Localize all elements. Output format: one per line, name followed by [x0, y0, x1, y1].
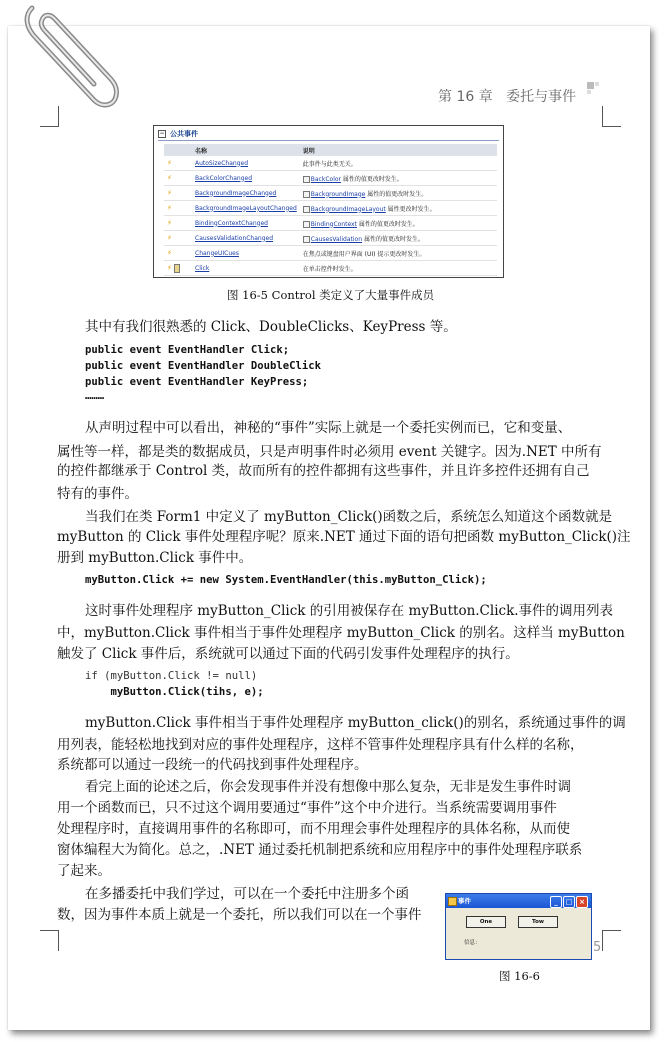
event-description: CausesValidation 属性的值更改时发生。 — [300, 231, 497, 246]
crop-mark-bottom-right — [602, 930, 621, 951]
header-ornament-icon — [587, 82, 599, 94]
property-link[interactable]: BackColor — [310, 175, 341, 183]
code-line: public event EventHandler KeyPress; — [85, 376, 309, 388]
paragraph-line: myButton.Click 事件相当于事件处理程序 myButton_click()的别名，系统通过事件的调 — [85, 715, 626, 731]
window-app-icon — [448, 897, 457, 906]
events-group-header[interactable]: − 公共事件 — [159, 130, 198, 138]
one-button[interactable]: One — [466, 916, 506, 928]
default-event-icon — [174, 264, 180, 273]
event-icon: ⚡ — [167, 219, 172, 227]
table-row — [164, 216, 497, 231]
window-title: 事件 — [458, 897, 471, 905]
paragraph-line: 用列表，能轻松地找到对应的事件处理程序，这样不管事件处理程序具有什么样的名称， — [57, 737, 584, 753]
table-row — [164, 171, 497, 186]
paragraph-line: 了起来。 — [57, 863, 111, 879]
code-line: if (myButton.Click != null) — [85, 670, 258, 682]
table-row — [164, 186, 497, 201]
code-line: myButton.Click += new System.EventHandler(this.myButton_Click); — [85, 574, 487, 586]
code-line: ……… — [85, 390, 105, 402]
event-icon: ⚡ — [167, 249, 172, 257]
crop-mark-bottom-left — [40, 930, 59, 951]
paragraph-line: 看完上面的论述之后，你会发现事件并没有想像中那么复杂，无非是发生事件时调 — [85, 779, 571, 795]
table-row — [164, 261, 497, 276]
event-description: BackgroundImageLayout 属性更改时发生。 — [300, 201, 497, 216]
code-line: myButton.Click(tihs, e); — [85, 686, 264, 698]
table-row — [164, 156, 497, 171]
window-titlebar[interactable] — [446, 894, 591, 908]
maximize-icon[interactable]: □ — [563, 896, 575, 908]
paragraph-line: myButton 的 Click 事件处理程序呢？原来.NET 通过下面的语句把函数 myButton_Click()注 — [57, 529, 631, 545]
minimize-icon[interactable]: _ — [550, 896, 562, 908]
paragraph-line: 从声明过程中可以看出，神秘的“事件”实际上就是一个委托实例而已，它和变量、 — [85, 420, 572, 436]
paragraph-line: 属性等一样，都是类的数据成员，只是声明事件时必须用 event 关键字。因为.NET 中所有 — [57, 444, 602, 460]
event-icon: ⚡ — [167, 174, 172, 182]
event-description: BindingContext 属性的值更改时发生。 — [300, 216, 497, 231]
event-description: BackgroundImage 属性的值更改时发生。 — [300, 186, 497, 201]
paragraph-line: 窗体编程大为简化。总之，.NET 通过委托机制把系统和应用程序中的事件处理程序联系 — [57, 842, 583, 858]
event-description: 在焦点或键盘用户界面 (UI) 提示更改时发生。 — [300, 246, 497, 261]
column-name: 名称 — [192, 144, 300, 156]
page-number: 5 — [593, 940, 602, 955]
chapter-number: 第 16 章 — [438, 89, 493, 105]
event-demo-window — [445, 893, 592, 960]
event-name-link[interactable]: Click — [195, 264, 210, 272]
property-icon — [303, 236, 310, 243]
event-name-link[interactable]: BackColorChanged — [195, 174, 253, 182]
collapse-icon[interactable]: − — [159, 130, 165, 137]
event-icon: ⚡ — [167, 234, 172, 242]
table-row — [164, 201, 497, 216]
crop-mark-top-right — [602, 106, 621, 127]
property-icon — [303, 176, 310, 183]
property-icon — [303, 191, 310, 198]
event-icon: ⚡ — [167, 204, 172, 212]
paragraph-line: 的控件都继承于 Control 类，故而所有的控件都拥有这些事件，并且许多控件还拥有自己 — [57, 463, 590, 479]
event-name-link[interactable]: CausesValidationChanged — [195, 234, 274, 242]
paragraph-line: 处理程序时，直接调用事件的名称即可，而不用理会事件处理程序的具体名称，从而使 — [57, 821, 570, 837]
paragraph-line: 这时事件处理程序 myButton_Click 的引用被保存在 myButton.Click.事件的调用列表 — [85, 603, 614, 619]
event-icon: ⚡ — [167, 263, 172, 272]
figure-caption: 图 16-6 — [499, 969, 540, 983]
code-line: public event EventHandler DoubleClick — [85, 360, 321, 372]
event-name-link[interactable]: AutoSizeChanged — [195, 159, 249, 167]
table-row — [164, 246, 497, 261]
event-icon: ⚡ — [167, 189, 172, 197]
column-description: 说明 — [300, 144, 497, 156]
chapter-title: 委托与事件 — [506, 89, 577, 105]
event-name-link[interactable]: BindingContextChanged — [195, 219, 268, 227]
event-description: BackColor 属性的值更改时发生。 — [300, 171, 497, 186]
property-link[interactable]: CausesValidation — [310, 235, 363, 243]
event-name-link[interactable]: BackgroundImageChanged — [195, 189, 277, 197]
event-description: 在单击控件时发生。 — [300, 261, 497, 276]
property-icon — [303, 221, 310, 228]
paragraph-line: 用一个函数而已，只不过这个调用要通过“事件”这个中介进行。当系统需要调用事件 — [57, 800, 557, 816]
property-icon — [303, 206, 310, 213]
tow-button[interactable]: Tow — [518, 916, 558, 928]
figure-caption: 图 16-5 Control 类定义了大量事件成员 — [227, 288, 435, 302]
event-icon: ⚡ — [167, 159, 172, 167]
paragraph-line: 系统都可以通过一段统一的代码找到事件处理程序。 — [57, 757, 368, 773]
paragraph-line: 数，因为事件本质上就是一个委托，所以我们可以在一个事件 — [57, 907, 422, 923]
paragraph-line: 册到 myButton.Click 事件中。 — [57, 550, 253, 566]
paperclip-icon — [20, 0, 120, 118]
running-header — [438, 86, 576, 106]
code-line: public event EventHandler Click; — [85, 344, 290, 356]
event-name-link[interactable]: BackgroundImageLayoutChanged — [195, 204, 297, 212]
paragraph-line: 触发了 Click 事件后，系统就可以通过下面的代码引发事件处理程序的执行。 — [57, 646, 519, 662]
close-icon[interactable]: × — [576, 896, 588, 908]
paragraph-line: 在多播委托中我们学过，可以在一个委托中注册多个函 — [85, 886, 409, 902]
paragraph-line: 特有的事件。 — [57, 486, 138, 502]
event-description: 此事件与此类无关。 — [300, 156, 497, 171]
info-label: 信息： — [464, 940, 481, 946]
events-table — [164, 144, 497, 276]
paragraph-line: 中，myButton.Click 事件相当于事件处理程序 myButton_Click 的别名。这样当 myButton — [57, 625, 625, 641]
paragraph-text: 其中有我们很熟悉的 Click、DoubleClicks、KeyPress 等。 — [85, 319, 457, 335]
paragraph-line: 当我们在类 Form1 中定义了 myButton_Click()函数之后，系统怎么知道这个函数就是 — [85, 509, 613, 525]
property-link[interactable]: BackgroundImageLayout — [310, 205, 386, 213]
event-name-link[interactable]: ChangeUICues — [195, 249, 239, 257]
events-table-figure — [153, 125, 504, 278]
property-link[interactable]: BindingContext — [310, 220, 357, 228]
property-link[interactable]: BackgroundImage — [310, 190, 366, 198]
table-row — [164, 231, 497, 246]
